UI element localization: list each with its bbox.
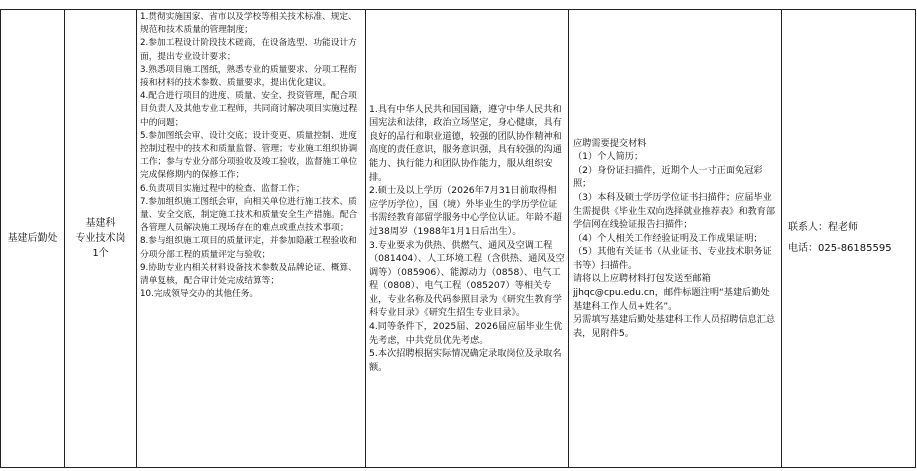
department-cell — [1, 10, 65, 468]
requirements-cell — [366, 10, 569, 468]
position-line-1: 基建科 — [85, 218, 116, 229]
position-line-2: 专业技术岗 — [75, 233, 126, 244]
position-line-3: 1个 — [92, 248, 109, 259]
duty-item: 2.参加工程设计阶段技术磋商，在设备选型、功能设计方面，提出专业设计要求； — [140, 38, 357, 62]
requirement-item: 3.专业要求为供热、供燃气、通风及空调工程（081404）、人工环境工程（含供热、通风及空调等）（085906）、能源动力（0858）、电气工程（0808）、电气工程（085207）等相关专业，专业名称及代码参照目录为《研究生教育学科专业目录》《研究生招生专业目录》。 — [369, 239, 565, 319]
requirement-item: 1.具有中华人民共和国国籍，遵守中华人民共和国宪法和法律，政治立场坚定，身心健康，具有良好的品行和职业道德，较强的团队协作精神和高度的责任意识，服务意识强，具有较强的沟通能力、执行能力和团队协作能力，服从组织安排。 — [369, 103, 562, 183]
recruitment-table — [0, 9, 916, 468]
material-item: （1）个人简历； — [573, 151, 644, 163]
material-item: （3）本科及硕士学历学位证书扫描件；应届毕业生需提供《毕业生双向选择就业推荐表》和教育部学信网在线验证报告扫描件； — [573, 191, 776, 231]
duty-item: 7.参加组织施工图纸会审，向相关单位进行施工技术、质量、安全交底，制定施工技术和质量安全生产措施。配合各管理人员解决施工现场存在的难点或重点技术事项； — [140, 196, 358, 234]
requirement-item: 4.同等条件下，2025届、2026届应届毕业生优先考虑，中共党员优先考虑。 — [369, 321, 563, 346]
duty-item: 3.熟悉项目施工图纸，熟悉专业的质量要求、分项工程衔接和材料的技术参数、质量要求，提出优化建议。 — [140, 64, 357, 89]
duty-item: 9.协助专业内相关材料设备技术参数及品牌论证、概算、清单复核，配合审计处完成结算等； — [140, 262, 357, 287]
requirement-item: 5.本次招聘根据实际情况确定录取岗位及录取名额。 — [369, 348, 562, 373]
requirement-item: 2.硕士及以上学历（2026年7月31日前取得相应学历学位），国（境）外毕业生的学历学位证书需经教育部留学服务中心学位认证。年龄不超过38周岁（1988年1月1日后出生）。 — [369, 185, 562, 237]
position-cell — [65, 10, 137, 468]
contact-phone: 电话：025-86185595 — [788, 243, 892, 254]
materials-cell — [569, 10, 782, 468]
contact-person: 联系人：程老师 — [788, 222, 858, 233]
duty-item: 10.完成领导交办的其他任务。 — [140, 289, 259, 300]
form-note: 另需填写基建后勤处基建科工作人员招聘信息汇总表，见附件5。 — [573, 314, 776, 339]
duty-item: 1.贯彻实施国家、省市以及学校等相关技术标准、规定、规范和技术质量的管理制度； — [140, 12, 357, 36]
materials-heading: 应聘需要提交材料 — [573, 137, 647, 149]
duty-item: 5.参加图纸会审、设计交底；设计变更、质量控制、进度控制过程中的技术和质量监督、管理；专业施工组织协调工作；参与专业分部分项验收及竣工验收，监督施工单位完成保修期内的保修工作； — [140, 130, 358, 181]
department-name: 基建后勤处 — [7, 233, 58, 244]
material-item: （2）身份证扫描件，近期个人一寸正面免冠彩照； — [573, 164, 763, 190]
table-row — [1, 10, 916, 468]
duty-item: 4.配合进行项目的进度、质量、安全、投资管理，配合项目负责人及其他专业工程师，共同商讨解决项目实施过程中的问题； — [140, 91, 358, 128]
duties-cell — [137, 10, 366, 468]
duty-item: 6.负责项目实施过程中的检查、监督工作； — [140, 183, 305, 194]
duty-item: 8.参与组织施工项目的质量评定，并参加隐蔽工程验收和分项分部工程的质量评定与验收； — [140, 236, 357, 260]
material-item: （5）其他有关证书（从业证书、专业技术职务证书等）扫描件。 — [573, 246, 772, 271]
material-item: （4）个人相关工作经验证明及工作成果证明； — [573, 232, 763, 244]
submission-note: 请将以上应聘材料打包发送至邮箱jjhqc@cpu.edu.cn，邮件标题注明“基建后勤处基建科工作人员+姓名”。 — [573, 273, 770, 312]
contact-cell — [782, 10, 916, 468]
